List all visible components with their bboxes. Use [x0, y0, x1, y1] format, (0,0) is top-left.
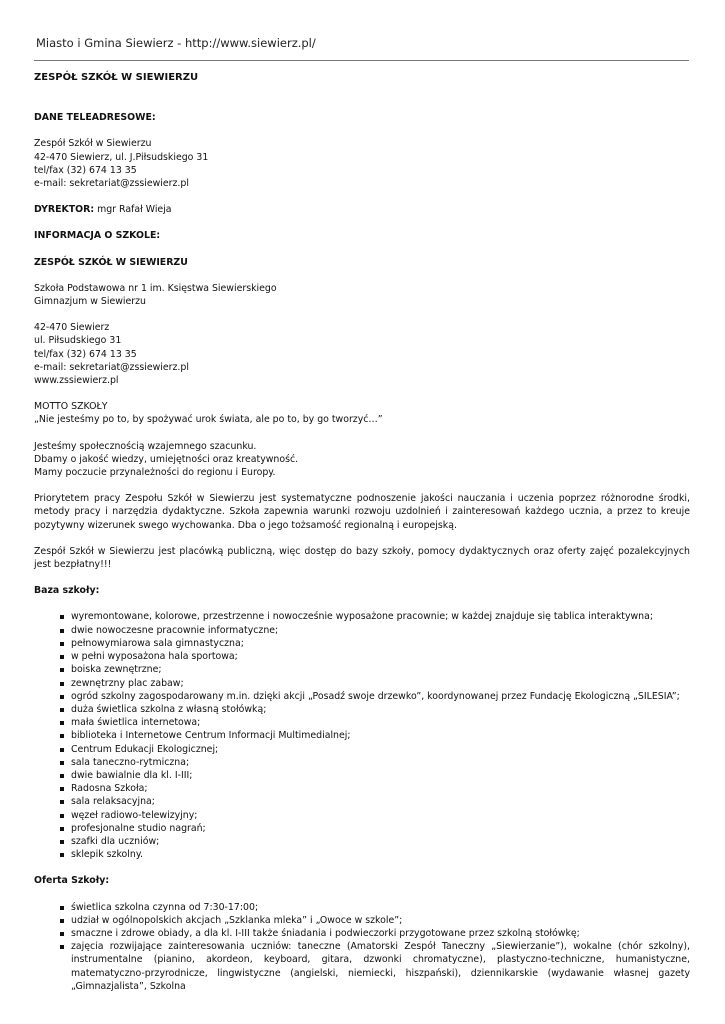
list-item: dwie bawialnie dla kl. I-III; — [71, 769, 690, 782]
square-bullet-icon — [60, 615, 64, 619]
address-line: tel/fax (32) 674 13 35 — [34, 348, 137, 360]
list-item: szafki dla uczniów; — [71, 835, 690, 848]
schools-block — [34, 282, 690, 308]
director-line — [34, 203, 690, 216]
values-block — [34, 440, 690, 480]
square-bullet-icon — [60, 774, 64, 778]
list-item: zajęcia rozwijające zainteresowania uczniów: taneczne (Amatorski Zespół Taneczny „Siewierzanie”), wokalne (chór szkolny), instrumentalne (pianino, akordeon, keyboard, gitara, dzwonki chromatyczne), plastyczno-techniczne, humanistyczne, matematyczno-przyrodnicze, lingwistyczne (angielski, niemiecki, hiszpański), dziennikarskie (wydawanie własnej gazety „Gimnazjalista”, Szkolna — [71, 940, 690, 993]
director-name: mgr Rafał Wieja — [94, 204, 172, 216]
list-item: sala taneczno-rytmiczna; — [71, 756, 690, 769]
page-header-text: Miasto i Gmina Siewierz - http://www.siewierz.pl/ — [36, 36, 316, 50]
square-bullet-icon — [60, 919, 64, 923]
offer-heading: Oferta Szkoły: — [34, 875, 110, 887]
square-bullet-icon — [60, 906, 64, 910]
square-bullet-icon — [60, 827, 64, 831]
square-bullet-icon — [60, 721, 64, 725]
motto-text: „Nie jesteśmy po to, by spożywać urok świata, ale po to, by go tworzyć…” — [34, 414, 383, 426]
motto-block — [34, 400, 690, 426]
list-item: udział w ogólnopolskich akcjach „Szklanka mleka” i „Owoce w szkole”; — [71, 914, 690, 927]
list-item: w pełni wyposażona hala sportowa; — [71, 650, 690, 663]
square-bullet-icon — [60, 840, 64, 844]
school-name: Szkoła Podstawowa nr 1 im. Księstwa Siewierskiego — [34, 282, 277, 294]
public-paragraph: Zespół Szkół w Siewierzu jest placówką publiczną, więc dostęp do bazy szkoły, pomocy dydaktycznych oraz oferty zajęć pozalekcyjnych jest bezpłatny!!! — [34, 545, 690, 571]
list-item: smaczne i zdrowe obiady, a dla kl. I-III także śniadania i podwieczorki przygotowane przez szkolną stołówkę; — [71, 927, 690, 940]
list-item: dwie nowoczesne pracownie informatyczne; — [71, 624, 690, 637]
website-link[interactable]: www.zssiewierz.pl — [34, 375, 119, 387]
list-item: zewnętrzny plac zabaw; — [71, 677, 690, 690]
list-item: Radosna Szkoła; — [71, 782, 690, 795]
list-item: pełnowymiarowa sala gimnastyczna; — [71, 637, 690, 650]
square-bullet-icon — [60, 708, 64, 712]
contact-line: Zespół Szkół w Siewierzu — [34, 138, 152, 150]
offer-list — [34, 901, 690, 993]
square-bullet-icon — [60, 932, 64, 936]
contact-line: e-mail: sekretariat@zssiewierz.pl — [34, 178, 189, 190]
address-block — [34, 321, 690, 387]
address-line: ul. Piłsudskiego 31 — [34, 335, 122, 347]
school-name: Gimnazjum w Siewierzu — [34, 296, 146, 308]
document-title: ZESPÓŁ SZKÓŁ W SIEWIERZU — [34, 72, 199, 83]
director-label: DYREKTOR: — [34, 204, 95, 216]
list-item: sala relaksacyjna; — [71, 795, 690, 808]
square-bullet-icon — [60, 655, 64, 659]
value-line: Jesteśmy społecznością wzajemnego szacunku. — [34, 440, 257, 452]
contact-block — [34, 137, 690, 190]
square-bullet-icon — [60, 814, 64, 818]
list-item: świetlica szkolna czynna od 7:30-17:00; — [71, 901, 690, 914]
list-item: mała świetlica internetowa; — [71, 716, 690, 729]
priority-paragraph: Priorytetem pracy Zespołu Szkół w Siewierzu jest systematyczne podnoszenie jakości nauczania i uczenia poprzez różnorodne środki, metody pracy i narzędzia dydaktyczne. Szkoła zapewnia warunki rozwoju uzdolnień i zainteresowań każdego ucznia, a przez to kreuje pozytywny wizerunek swego wychowanka. Dba o jego tożsamość regionalną i europejską. — [34, 493, 690, 531]
square-bullet-icon — [60, 682, 64, 686]
list-item: boiska zewnętrzne; — [71, 663, 690, 676]
square-bullet-icon — [60, 853, 64, 857]
square-bullet-icon — [60, 787, 64, 791]
list-item: ogród szkolny zagospodarowany m.in. dzięki akcji „Posadź swoje drzewko”, koordynowanej przez Fundację Ekologiczną „SILESIA”; — [71, 690, 690, 703]
base-list — [34, 610, 690, 861]
value-line: Mamy poczucie przynależności do regionu i Europy. — [34, 467, 276, 479]
list-item: profesjonalne studio nagrań; — [71, 822, 690, 835]
list-item: sklepik szkolny. — [71, 848, 690, 861]
base-heading: Baza szkoły: — [34, 585, 100, 597]
square-bullet-icon — [60, 629, 64, 633]
square-bullet-icon — [60, 800, 64, 804]
header-divider — [34, 60, 689, 61]
square-bullet-icon — [60, 761, 64, 765]
square-bullet-icon — [60, 668, 64, 672]
address-line: 42-470 Siewierz — [34, 322, 110, 334]
address-line: e-mail: sekretariat@zssiewierz.pl — [34, 361, 189, 373]
info-heading: INFORMACJA O SZKOLE: — [34, 230, 161, 242]
square-bullet-icon — [60, 748, 64, 752]
contact-line: tel/fax (32) 674 13 35 — [34, 164, 137, 176]
list-item: węzeł radiowo-telewizyjny; — [71, 809, 690, 822]
document-body — [34, 71, 690, 993]
value-line: Dbamy o jakość wiedzy, umiejętności oraz kreatywność. — [34, 453, 299, 465]
square-bullet-icon — [60, 695, 64, 699]
square-bullet-icon — [60, 945, 64, 949]
contact-line: 42-470 Siewierz, ul. J.Piłsudskiego 31 — [34, 151, 209, 163]
list-item: duża świetlica szkolna z własną stołówką; — [71, 703, 690, 716]
school-heading: ZESPÓŁ SZKÓŁ W SIEWIERZU — [34, 256, 188, 268]
motto-heading: MOTTO SZKOŁY — [34, 401, 108, 413]
square-bullet-icon — [60, 734, 64, 738]
contact-heading: DANE TELEADRESOWE: — [34, 112, 156, 124]
list-item: wyremontowane, kolorowe, przestrzenne i nowocześnie wyposażone pracownie; w każdej znajduje się tablica interaktywna; — [71, 610, 690, 623]
list-item: biblioteka i Internetowe Centrum Informacji Multimedialnej; — [71, 729, 690, 742]
square-bullet-icon — [60, 642, 64, 646]
list-item: Centrum Edukacji Ekologicznej; — [71, 743, 690, 756]
